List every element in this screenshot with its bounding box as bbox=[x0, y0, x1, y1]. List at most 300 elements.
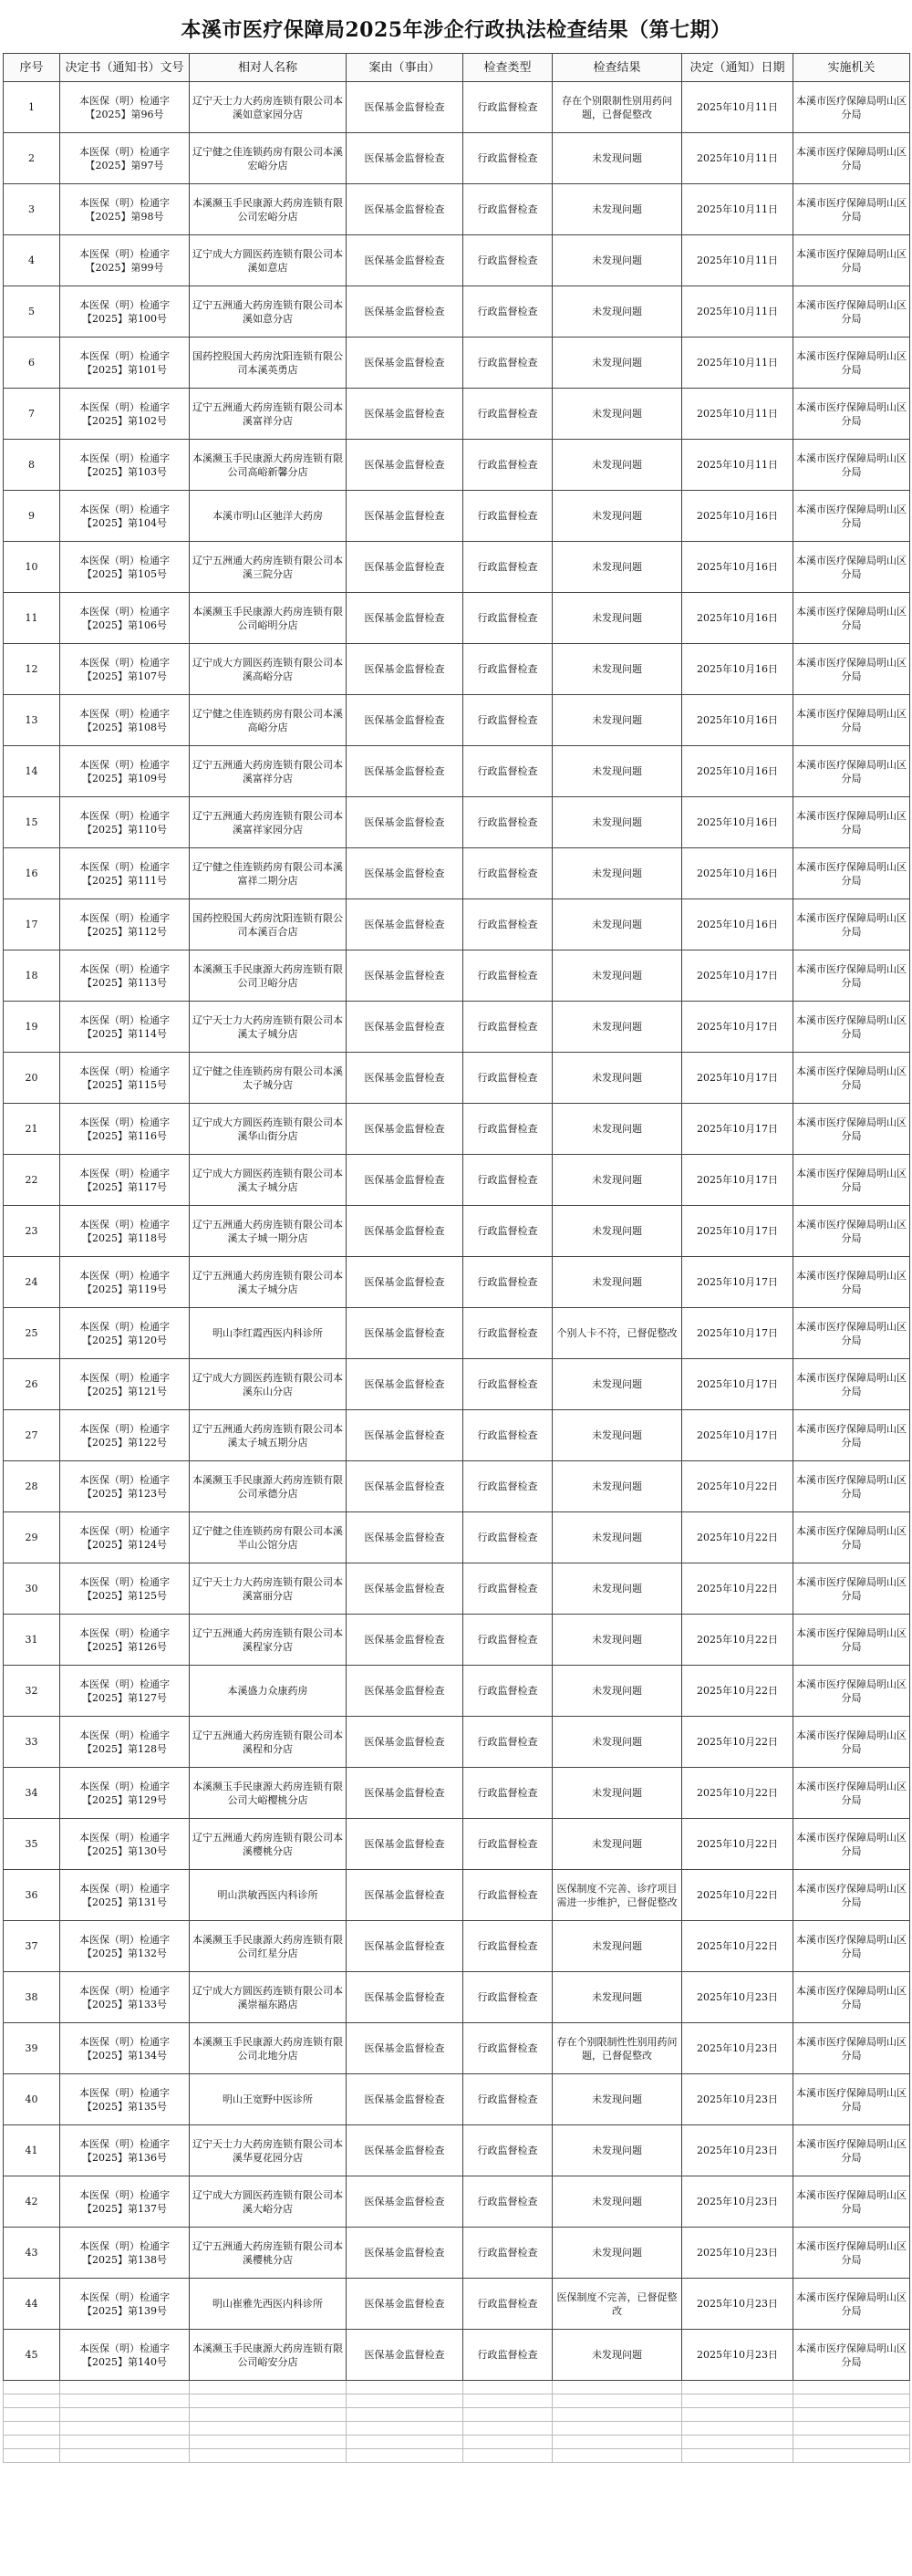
cell-doc-number: 本医保（明）检通字【2025】第102号 bbox=[60, 389, 190, 440]
cell-decision-date: 2025年10月23日 bbox=[682, 2228, 793, 2279]
cell-row-number: 8 bbox=[4, 440, 60, 491]
cell-authority: 本溪市医疗保障局明山区分局 bbox=[793, 2125, 910, 2176]
cell-row-number: 21 bbox=[4, 1104, 60, 1155]
cell-cause: 医保基金监督检查 bbox=[347, 542, 463, 593]
cell-row-number: 40 bbox=[4, 2074, 60, 2125]
cell-decision-date: 2025年10月11日 bbox=[682, 133, 793, 184]
cell-party-name: 辽宁成大方圆医药连锁有限公司本溪大峪分店 bbox=[190, 2176, 347, 2228]
cell-doc-number: 本医保（明）检通字【2025】第109号 bbox=[60, 746, 190, 797]
cell-party-name: 本溪濒玉手民康源大药房连锁有限公司高峪新馨分店 bbox=[190, 440, 347, 491]
cell-party-name: 国药控股国大药房沈阳连锁有限公司本溪英勇店 bbox=[190, 338, 347, 389]
cell-party-name: 辽宁成大方圆医药连锁有限公司本溪太子城分店 bbox=[190, 1155, 347, 1206]
cell-decision-date: 2025年10月22日 bbox=[682, 1921, 793, 1972]
cell-row-number: 22 bbox=[4, 1155, 60, 1206]
table-row bbox=[4, 644, 910, 695]
cell-doc-number: 本医保（明）检通字【2025】第112号 bbox=[60, 899, 190, 950]
cell-party-name: 辽宁成大方圆医药连锁有限公司本溪如意店 bbox=[190, 235, 347, 286]
cell-check-type: 行政监督检查 bbox=[463, 286, 553, 338]
cell-party-name: 辽宁五洲通大药房连锁有限公司本溪程和分店 bbox=[190, 1717, 347, 1768]
cell-row-number: 24 bbox=[4, 1257, 60, 1308]
cell-party-name: 明山王宽野中医诊所 bbox=[190, 2074, 347, 2125]
cell-authority: 本溪市医疗保障局明山区分局 bbox=[793, 2330, 910, 2381]
cell-cause: 医保基金监督检查 bbox=[347, 1155, 463, 1206]
cell-check-type: 行政监督检查 bbox=[463, 2279, 553, 2330]
cell-cause: 医保基金监督检查 bbox=[347, 1563, 463, 1615]
cell-row-number: 34 bbox=[4, 1768, 60, 1819]
cell-decision-date: 2025年10月23日 bbox=[682, 2023, 793, 2074]
cell-row-number: 27 bbox=[4, 1410, 60, 1461]
cell-authority: 本溪市医疗保障局明山区分局 bbox=[793, 2176, 910, 2228]
cell-cause: 医保基金监督检查 bbox=[347, 1819, 463, 1870]
cell-party-name: 本溪濒玉手民康源大药房连锁有限公司大峪樱桃分店 bbox=[190, 1768, 347, 1819]
cell-row-number: 38 bbox=[4, 1972, 60, 2023]
cell-decision-date: 2025年10月17日 bbox=[682, 1308, 793, 1359]
table-row bbox=[4, 1257, 910, 1308]
cell-check-result: 未发现问题 bbox=[553, 184, 682, 235]
cell-decision-date: 2025年10月22日 bbox=[682, 1461, 793, 1512]
cell-check-result: 医保制度不完善、诊疗项目需进一步维护，已督促整改 bbox=[553, 1870, 682, 1921]
table-row bbox=[4, 1563, 910, 1615]
cell-doc-number: 本医保（明）检通字【2025】第111号 bbox=[60, 848, 190, 899]
cell-party-name: 辽宁五洲通大药房连锁有限公司本溪程家分店 bbox=[190, 1615, 347, 1666]
cell-decision-date: 2025年10月11日 bbox=[682, 286, 793, 338]
cell-decision-date: 2025年10月23日 bbox=[682, 2074, 793, 2125]
cell-party-name: 辽宁天士力大药房连锁有限公司本溪太子城分店 bbox=[190, 1002, 347, 1053]
cell-party-name: 本溪濒玉手民康源大药房连锁有限公司宏峪分店 bbox=[190, 184, 347, 235]
cell-authority: 本溪市医疗保障局明山区分局 bbox=[793, 1053, 910, 1104]
cell-doc-number: 本医保（明）检通字【2025】第140号 bbox=[60, 2330, 190, 2381]
cell-check-type: 行政监督检查 bbox=[463, 1870, 553, 1921]
cell-check-result: 未发现问题 bbox=[553, 389, 682, 440]
cell-party-name: 明山崔雅先西医内科诊所 bbox=[190, 2279, 347, 2330]
cell-doc-number: 本医保（明）检通字【2025】第104号 bbox=[60, 491, 190, 542]
cell-cause: 医保基金监督检查 bbox=[347, 1768, 463, 1819]
cell-doc-number: 本医保（明）检通字【2025】第134号 bbox=[60, 2023, 190, 2074]
cell-decision-date: 2025年10月17日 bbox=[682, 1359, 793, 1410]
header-party-name: 相对人名称 bbox=[190, 54, 347, 82]
cell-decision-date: 2025年10月23日 bbox=[682, 2125, 793, 2176]
cell-cause: 医保基金监督检查 bbox=[347, 1870, 463, 1921]
cell-row-number: 31 bbox=[4, 1615, 60, 1666]
cell-decision-date: 2025年10月11日 bbox=[682, 389, 793, 440]
cell-check-type: 行政监督检查 bbox=[463, 133, 553, 184]
cell-check-type: 行政监督检查 bbox=[463, 82, 553, 133]
cell-decision-date: 2025年10月17日 bbox=[682, 1206, 793, 1257]
cell-check-type: 行政监督检查 bbox=[463, 644, 553, 695]
cell-check-type: 行政监督检查 bbox=[463, 389, 553, 440]
cell-authority: 本溪市医疗保障局明山区分局 bbox=[793, 2023, 910, 2074]
cell-cause: 医保基金监督检查 bbox=[347, 440, 463, 491]
cell-row-number: 29 bbox=[4, 1512, 60, 1563]
cell-check-result: 未发现问题 bbox=[553, 1257, 682, 1308]
table-row bbox=[4, 1870, 910, 1921]
cell-check-result: 未发现问题 bbox=[553, 1002, 682, 1053]
cell-decision-date: 2025年10月16日 bbox=[682, 593, 793, 644]
cell-check-type: 行政监督检查 bbox=[463, 1104, 553, 1155]
cell-decision-date: 2025年10月11日 bbox=[682, 82, 793, 133]
cell-party-name: 辽宁成大方圆医药连锁有限公司本溪崇福东路店 bbox=[190, 1972, 347, 2023]
cell-check-type: 行政监督检查 bbox=[463, 2074, 553, 2125]
table-row bbox=[4, 1819, 910, 1870]
cell-doc-number: 本医保（明）检通字【2025】第120号 bbox=[60, 1308, 190, 1359]
table-header-row bbox=[4, 54, 910, 82]
cell-cause: 医保基金监督检查 bbox=[347, 1717, 463, 1768]
cell-cause: 医保基金监督检查 bbox=[347, 2074, 463, 2125]
cell-check-result: 个别人卡不符，已督促整改 bbox=[553, 1308, 682, 1359]
cell-decision-date: 2025年10月16日 bbox=[682, 542, 793, 593]
cell-check-type: 行政监督检查 bbox=[463, 1002, 553, 1053]
table-row bbox=[4, 1308, 910, 1359]
cell-authority: 本溪市医疗保障局明山区分局 bbox=[793, 1512, 910, 1563]
table-row bbox=[4, 1206, 910, 1257]
cell-check-type: 行政监督检查 bbox=[463, 1359, 553, 1410]
header-authority: 实施机关 bbox=[793, 54, 910, 82]
cell-row-number: 7 bbox=[4, 389, 60, 440]
table-row bbox=[4, 1359, 910, 1410]
cell-doc-number: 本医保（明）检通字【2025】第117号 bbox=[60, 1155, 190, 1206]
cell-check-result: 未发现问题 bbox=[553, 1615, 682, 1666]
blank-row bbox=[4, 2394, 910, 2408]
cell-authority: 本溪市医疗保障局明山区分局 bbox=[793, 1308, 910, 1359]
cell-check-type: 行政监督检查 bbox=[463, 235, 553, 286]
blank-row bbox=[4, 2422, 910, 2436]
cell-party-name: 国药控股国大药房沈阳连锁有限公司本溪百合店 bbox=[190, 899, 347, 950]
cell-cause: 医保基金监督检查 bbox=[347, 797, 463, 848]
cell-check-result: 未发现问题 bbox=[553, 286, 682, 338]
cell-authority: 本溪市医疗保障局明山区分局 bbox=[793, 1410, 910, 1461]
cell-cause: 医保基金监督检查 bbox=[347, 389, 463, 440]
cell-check-result: 未发现问题 bbox=[553, 338, 682, 389]
cell-check-result: 未发现问题 bbox=[553, 1155, 682, 1206]
cell-check-result: 未发现问题 bbox=[553, 1921, 682, 1972]
cell-cause: 医保基金监督检查 bbox=[347, 184, 463, 235]
cell-authority: 本溪市医疗保障局明山区分局 bbox=[793, 2279, 910, 2330]
cell-check-type: 行政监督检查 bbox=[463, 491, 553, 542]
cell-doc-number: 本医保（明）检通字【2025】第119号 bbox=[60, 1257, 190, 1308]
cell-check-result: 存在个别限制性性别用药问题，已督促整改 bbox=[553, 2023, 682, 2074]
cell-cause: 医保基金监督检查 bbox=[347, 1512, 463, 1563]
cell-authority: 本溪市医疗保障局明山区分局 bbox=[793, 1461, 910, 1512]
cell-cause: 医保基金监督检查 bbox=[347, 1206, 463, 1257]
cell-check-result: 未发现问题 bbox=[553, 797, 682, 848]
cell-check-type: 行政监督检查 bbox=[463, 440, 553, 491]
cell-check-type: 行政监督检查 bbox=[463, 338, 553, 389]
table-row bbox=[4, 695, 910, 746]
cell-cause: 医保基金监督检查 bbox=[347, 848, 463, 899]
cell-authority: 本溪市医疗保障局明山区分局 bbox=[793, 1563, 910, 1615]
cell-row-number: 37 bbox=[4, 1921, 60, 1972]
cell-cause: 医保基金监督检查 bbox=[347, 593, 463, 644]
cell-check-type: 行政监督检查 bbox=[463, 2023, 553, 2074]
cell-cause: 医保基金监督检查 bbox=[347, 1461, 463, 1512]
cell-cause: 医保基金监督检查 bbox=[347, 1053, 463, 1104]
cell-cause: 医保基金监督检查 bbox=[347, 899, 463, 950]
cell-row-number: 30 bbox=[4, 1563, 60, 1615]
cell-check-type: 行政监督检查 bbox=[463, 1512, 553, 1563]
cell-decision-date: 2025年10月11日 bbox=[682, 440, 793, 491]
cell-party-name: 辽宁健之佳连锁药房有限公司本溪太子城分店 bbox=[190, 1053, 347, 1104]
table-row bbox=[4, 2074, 910, 2125]
cell-check-type: 行政监督检查 bbox=[463, 695, 553, 746]
cell-decision-date: 2025年10月23日 bbox=[682, 2279, 793, 2330]
cell-decision-date: 2025年10月16日 bbox=[682, 491, 793, 542]
cell-cause: 医保基金监督检查 bbox=[347, 1002, 463, 1053]
cell-authority: 本溪市医疗保障局明山区分局 bbox=[793, 491, 910, 542]
cell-cause: 医保基金监督检查 bbox=[347, 1921, 463, 1972]
cell-party-name: 辽宁五洲通大药房连锁有限公司本溪太子城分店 bbox=[190, 1257, 347, 1308]
cell-party-name: 辽宁成大方圆医药连锁有限公司本溪东山分店 bbox=[190, 1359, 347, 1410]
cell-cause: 医保基金监督检查 bbox=[347, 2176, 463, 2228]
cell-doc-number: 本医保（明）检通字【2025】第130号 bbox=[60, 1819, 190, 1870]
cell-authority: 本溪市医疗保障局明山区分局 bbox=[793, 286, 910, 338]
table-row bbox=[4, 1717, 910, 1768]
cell-row-number: 25 bbox=[4, 1308, 60, 1359]
cell-decision-date: 2025年10月22日 bbox=[682, 1563, 793, 1615]
cell-decision-date: 2025年10月22日 bbox=[682, 1819, 793, 1870]
cell-check-type: 行政监督检查 bbox=[463, 899, 553, 950]
table-row bbox=[4, 184, 910, 235]
cell-check-type: 行政监督检查 bbox=[463, 184, 553, 235]
cell-party-name: 辽宁健之佳连锁药房有限公司本溪宏峪分店 bbox=[190, 133, 347, 184]
cell-doc-number: 本医保（明）检通字【2025】第131号 bbox=[60, 1870, 190, 1921]
cell-check-type: 行政监督检查 bbox=[463, 2125, 553, 2176]
cell-doc-number: 本医保（明）检通字【2025】第101号 bbox=[60, 338, 190, 389]
table-row bbox=[4, 2279, 910, 2330]
cell-row-number: 20 bbox=[4, 1053, 60, 1104]
cell-check-result: 未发现问题 bbox=[553, 235, 682, 286]
cell-check-result: 未发现问题 bbox=[553, 1053, 682, 1104]
cell-authority: 本溪市医疗保障局明山区分局 bbox=[793, 644, 910, 695]
cell-row-number: 17 bbox=[4, 899, 60, 950]
cell-authority: 本溪市医疗保障局明山区分局 bbox=[793, 593, 910, 644]
cell-cause: 医保基金监督检查 bbox=[347, 286, 463, 338]
cell-doc-number: 本医保（明）检通字【2025】第118号 bbox=[60, 1206, 190, 1257]
cell-row-number: 5 bbox=[4, 286, 60, 338]
cell-doc-number: 本医保（明）检通字【2025】第108号 bbox=[60, 695, 190, 746]
blank-row bbox=[4, 2449, 910, 2463]
table-row bbox=[4, 82, 910, 133]
table-row bbox=[4, 746, 910, 797]
cell-decision-date: 2025年10月22日 bbox=[682, 1717, 793, 1768]
cell-authority: 本溪市医疗保障局明山区分局 bbox=[793, 2074, 910, 2125]
cell-cause: 医保基金监督检查 bbox=[347, 235, 463, 286]
table-row bbox=[4, 1921, 910, 1972]
cell-doc-number: 本医保（明）检通字【2025】第110号 bbox=[60, 797, 190, 848]
table-row bbox=[4, 2176, 910, 2228]
cell-decision-date: 2025年10月22日 bbox=[682, 1512, 793, 1563]
table-row bbox=[4, 338, 910, 389]
cell-party-name: 明山李红霞西医内科诊所 bbox=[190, 1308, 347, 1359]
cell-row-number: 16 bbox=[4, 848, 60, 899]
cell-party-name: 辽宁五洲通大药房连锁有限公司本溪太子城五期分店 bbox=[190, 1410, 347, 1461]
table-row bbox=[4, 1410, 910, 1461]
cell-authority: 本溪市医疗保障局明山区分局 bbox=[793, 1104, 910, 1155]
cell-check-result: 未发现问题 bbox=[553, 2228, 682, 2279]
cell-row-number: 36 bbox=[4, 1870, 60, 1921]
header-no: 序号 bbox=[4, 54, 60, 82]
cell-check-result: 未发现问题 bbox=[553, 440, 682, 491]
cell-authority: 本溪市医疗保障局明山区分局 bbox=[793, 1206, 910, 1257]
cell-decision-date: 2025年10月16日 bbox=[682, 899, 793, 950]
cell-party-name: 辽宁五洲通大药房连锁有限公司本溪富祥家园分店 bbox=[190, 797, 347, 848]
cell-cause: 医保基金监督检查 bbox=[347, 82, 463, 133]
cell-cause: 医保基金监督检查 bbox=[347, 1257, 463, 1308]
table-row bbox=[4, 133, 910, 184]
cell-doc-number: 本医保（明）检通字【2025】第105号 bbox=[60, 542, 190, 593]
cell-check-result: 未发现问题 bbox=[553, 1768, 682, 1819]
cell-party-name: 本溪濒玉手民康源大药房连锁有限公司峪明分店 bbox=[190, 593, 347, 644]
cell-party-name: 本溪濒玉手民康源大药房连锁有限公司红星分店 bbox=[190, 1921, 347, 1972]
cell-doc-number: 本医保（明）检通字【2025】第124号 bbox=[60, 1512, 190, 1563]
cell-party-name: 辽宁五洲通大药房连锁有限公司本溪樱桃分店 bbox=[190, 1819, 347, 1870]
results-table bbox=[3, 53, 910, 2463]
cell-check-type: 行政监督检查 bbox=[463, 1972, 553, 2023]
cell-check-result: 未发现问题 bbox=[553, 1666, 682, 1717]
cell-doc-number: 本医保（明）检通字【2025】第139号 bbox=[60, 2279, 190, 2330]
cell-doc-number: 本医保（明）检通字【2025】第132号 bbox=[60, 1921, 190, 1972]
cell-party-name: 辽宁健之佳连锁药房有限公司本溪半山公馆分店 bbox=[190, 1512, 347, 1563]
table-row bbox=[4, 950, 910, 1002]
table-row bbox=[4, 1768, 910, 1819]
table-row bbox=[4, 491, 910, 542]
table-row bbox=[4, 389, 910, 440]
cell-authority: 本溪市医疗保障局明山区分局 bbox=[793, 950, 910, 1002]
table-row bbox=[4, 1666, 910, 1717]
cell-check-type: 行政监督检查 bbox=[463, 950, 553, 1002]
cell-party-name: 辽宁五洲通大药房连锁有限公司本溪太子城一期分店 bbox=[190, 1206, 347, 1257]
cell-authority: 本溪市医疗保障局明山区分局 bbox=[793, 899, 910, 950]
cell-row-number: 9 bbox=[4, 491, 60, 542]
cell-authority: 本溪市医疗保障局明山区分局 bbox=[793, 1666, 910, 1717]
cell-cause: 医保基金监督检查 bbox=[347, 2125, 463, 2176]
cell-check-type: 行政监督检查 bbox=[463, 2176, 553, 2228]
cell-decision-date: 2025年10月11日 bbox=[682, 235, 793, 286]
table-row bbox=[4, 542, 910, 593]
cell-doc-number: 本医保（明）检通字【2025】第135号 bbox=[60, 2074, 190, 2125]
cell-decision-date: 2025年10月23日 bbox=[682, 1972, 793, 2023]
cell-check-type: 行政监督检查 bbox=[463, 797, 553, 848]
cell-check-result: 未发现问题 bbox=[553, 1461, 682, 1512]
header-doc-number: 决定书（通知书）文号 bbox=[60, 54, 190, 82]
cell-authority: 本溪市医疗保障局明山区分局 bbox=[793, 389, 910, 440]
cell-check-type: 行政监督检查 bbox=[463, 746, 553, 797]
cell-cause: 医保基金监督检查 bbox=[347, 1359, 463, 1410]
cell-doc-number: 本医保（明）检通字【2025】第127号 bbox=[60, 1666, 190, 1717]
table-row bbox=[4, 1461, 910, 1512]
cell-check-type: 行政监督检查 bbox=[463, 1155, 553, 1206]
cell-check-result: 未发现问题 bbox=[553, 1512, 682, 1563]
cell-party-name: 明山洪敏西医内科诊所 bbox=[190, 1870, 347, 1921]
cell-decision-date: 2025年10月16日 bbox=[682, 746, 793, 797]
table-row bbox=[4, 1002, 910, 1053]
cell-check-type: 行政监督检查 bbox=[463, 542, 553, 593]
cell-authority: 本溪市医疗保障局明山区分局 bbox=[793, 235, 910, 286]
cell-check-result: 未发现问题 bbox=[553, 746, 682, 797]
cell-authority: 本溪市医疗保障局明山区分局 bbox=[793, 1359, 910, 1410]
cell-cause: 医保基金监督检查 bbox=[347, 746, 463, 797]
cell-check-type: 行政监督检查 bbox=[463, 1053, 553, 1104]
cell-cause: 医保基金监督检查 bbox=[347, 1972, 463, 2023]
cell-decision-date: 2025年10月22日 bbox=[682, 1768, 793, 1819]
cell-decision-date: 2025年10月16日 bbox=[682, 695, 793, 746]
cell-decision-date: 2025年10月22日 bbox=[682, 1870, 793, 1921]
cell-row-number: 18 bbox=[4, 950, 60, 1002]
cell-row-number: 12 bbox=[4, 644, 60, 695]
cell-party-name: 本溪市明山区驰洋大药房 bbox=[190, 491, 347, 542]
cell-authority: 本溪市医疗保障局明山区分局 bbox=[793, 542, 910, 593]
table-row bbox=[4, 2330, 910, 2381]
table-row bbox=[4, 899, 910, 950]
cell-authority: 本溪市医疗保障局明山区分局 bbox=[793, 1615, 910, 1666]
table-row bbox=[4, 1104, 910, 1155]
cell-doc-number: 本医保（明）检通字【2025】第113号 bbox=[60, 950, 190, 1002]
table-row bbox=[4, 440, 910, 491]
cell-row-number: 33 bbox=[4, 1717, 60, 1768]
cell-check-result: 未发现问题 bbox=[553, 1717, 682, 1768]
cell-doc-number: 本医保（明）检通字【2025】第107号 bbox=[60, 644, 190, 695]
cell-authority: 本溪市医疗保障局明山区分局 bbox=[793, 440, 910, 491]
cell-check-result: 未发现问题 bbox=[553, 644, 682, 695]
cell-party-name: 本溪濒玉手民康源大药房连锁有限公司北地分店 bbox=[190, 2023, 347, 2074]
cell-check-type: 行政监督检查 bbox=[463, 1615, 553, 1666]
cell-decision-date: 2025年10月16日 bbox=[682, 848, 793, 899]
cell-cause: 医保基金监督检查 bbox=[347, 695, 463, 746]
table-row bbox=[4, 593, 910, 644]
cell-row-number: 2 bbox=[4, 133, 60, 184]
cell-authority: 本溪市医疗保障局明山区分局 bbox=[793, 1921, 910, 1972]
cell-authority: 本溪市医疗保障局明山区分局 bbox=[793, 1002, 910, 1053]
cell-doc-number: 本医保（明）检通字【2025】第129号 bbox=[60, 1768, 190, 1819]
table-row bbox=[4, 848, 910, 899]
cell-cause: 医保基金监督检查 bbox=[347, 1308, 463, 1359]
cell-party-name: 本溪濒玉手民康源大药房连锁有限公司峪安分店 bbox=[190, 2330, 347, 2381]
cell-check-result: 存在个别限制性别用药问题，已督促整改 bbox=[553, 82, 682, 133]
cell-row-number: 43 bbox=[4, 2228, 60, 2279]
table-row bbox=[4, 1972, 910, 2023]
cell-check-result: 未发现问题 bbox=[553, 695, 682, 746]
cell-party-name: 辽宁成大方圆医药连锁有限公司本溪华山街分店 bbox=[190, 1104, 347, 1155]
cell-row-number: 4 bbox=[4, 235, 60, 286]
table-row bbox=[4, 286, 910, 338]
table-row bbox=[4, 235, 910, 286]
blank-row bbox=[4, 2381, 910, 2394]
cell-doc-number: 本医保（明）检通字【2025】第99号 bbox=[60, 235, 190, 286]
cell-authority: 本溪市医疗保障局明山区分局 bbox=[793, 184, 910, 235]
cell-cause: 医保基金监督检查 bbox=[347, 338, 463, 389]
cell-party-name: 辽宁五洲通大药房连锁有限公司本溪三院分店 bbox=[190, 542, 347, 593]
cell-row-number: 39 bbox=[4, 2023, 60, 2074]
table-row bbox=[4, 2023, 910, 2074]
cell-party-name: 本溪盛力众康药房 bbox=[190, 1666, 347, 1717]
cell-row-number: 6 bbox=[4, 338, 60, 389]
cell-check-type: 行政监督检查 bbox=[463, 1257, 553, 1308]
cell-doc-number: 本医保（明）检通字【2025】第97号 bbox=[60, 133, 190, 184]
cell-check-result: 未发现问题 bbox=[553, 593, 682, 644]
cell-doc-number: 本医保（明）检通字【2025】第125号 bbox=[60, 1563, 190, 1615]
cell-authority: 本溪市医疗保障局明山区分局 bbox=[793, 1257, 910, 1308]
cell-cause: 医保基金监督检查 bbox=[347, 1666, 463, 1717]
cell-doc-number: 本医保（明）检通字【2025】第115号 bbox=[60, 1053, 190, 1104]
cell-check-type: 行政监督检查 bbox=[463, 1206, 553, 1257]
cell-row-number: 32 bbox=[4, 1666, 60, 1717]
cell-doc-number: 本医保（明）检通字【2025】第98号 bbox=[60, 184, 190, 235]
cell-party-name: 辽宁健之佳连锁药房有限公司本溪高峪分店 bbox=[190, 695, 347, 746]
cell-doc-number: 本医保（明）检通字【2025】第116号 bbox=[60, 1104, 190, 1155]
header-check-result: 检查结果 bbox=[553, 54, 682, 82]
cell-party-name: 本溪濒玉手民康源大药房连锁有限公司卫峪分店 bbox=[190, 950, 347, 1002]
cell-decision-date: 2025年10月17日 bbox=[682, 1002, 793, 1053]
cell-cause: 医保基金监督检查 bbox=[347, 491, 463, 542]
